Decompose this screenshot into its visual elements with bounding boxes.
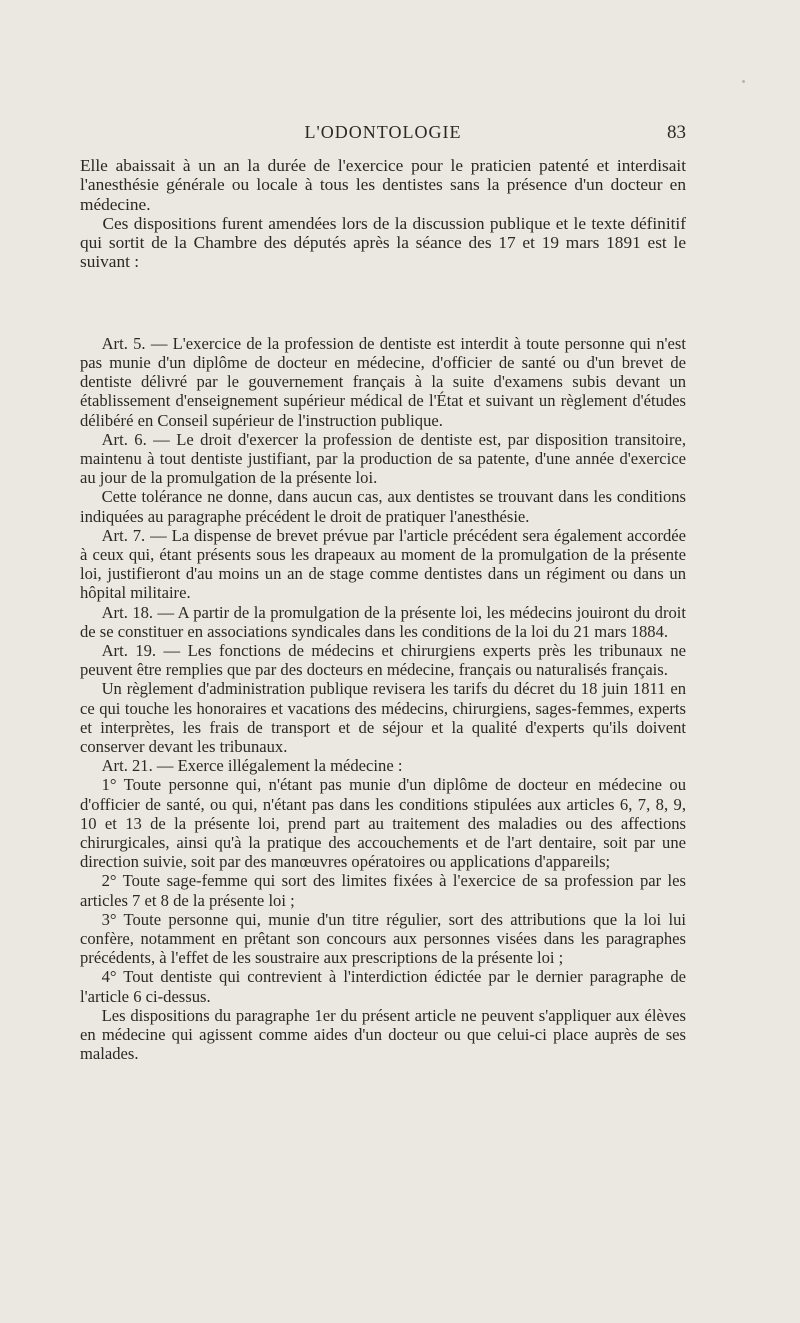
page-body [80, 156, 686, 1064]
article-paragraph: Art. 18. — A partir de la promulgation de la présente loi, les médecins jouiront du droit de se constituer en associations syndicales dans les conditions de la loi du 21 mars 1884. [80, 602, 686, 641]
article-paragraph: 2° Toute sage-femme qui sort des limites fixées à l'exercice de sa profession par les articles 7 et 8 de la présente loi ; [80, 871, 686, 910]
running-head: L'ODONTOLOGIE [304, 122, 462, 142]
page-number: 83 [667, 122, 686, 143]
article-paragraph: Art. 21. — Exerce illégalement la médecine : [101, 756, 403, 776]
article-paragraph: Art. 5. — L'exercice de la profession de dentiste est interdit à toute personne qui n'est pas munie d'un diplôme de docteur en médecine, d'officier de santé ou d'un brevet de dentiste délivré par le gouvernement français à la suite d'examens subis devant un établissement d'enseignement supérieur médical de l'État et suivant un règlement d'études délibéré en Conseil supérieur de l'instruction publique. [80, 333, 686, 430]
article-paragraph: Art. 6. — Le droit d'exercer la profession de dentiste est, par disposition transitoire, maintenu à tout dentiste justifiant, par la production de sa patente, d'une année d'exercice au jour de la promulgation de la présente loi. [80, 429, 686, 488]
article-paragraph: 3° Toute personne qui, munie d'un titre régulier, sort des attributions que la loi lui confère, notamment en prêtant son concours aux personnes visées dans les paragraphes précédents, à l'effet de les soustraire aux prescriptions de la présente loi ; [80, 909, 686, 968]
law-text [80, 334, 686, 1064]
section-gap [80, 272, 686, 334]
paper-speck [742, 80, 745, 83]
article-paragraph: Un règlement d'administration publique revisera les tarifs du décret du 18 juin 1811 en ce qui touche les honoraires et vacations des médecins, chirurgiens, sages-femmes, experts et interprètes, les frais de transport et de séjour et la qualité d'experts qu'ils doivent conserver devant les tribunaux. [80, 679, 686, 757]
paragraph: Elle abaissait à un an la durée de l'exercice pour le praticien patenté et interdisait l'anesthésie générale ou locale à tous les dentistes sans la présence d'un docteur en médecine. [80, 156, 686, 214]
paragraph: Ces dispositions furent amendées lors de la discussion publique et le texte définitif qui sortit de la Chambre des députés après la séance des 17 et 19 mars 1891 est le suivant : [80, 213, 686, 272]
article-paragraph: Les dispositions du paragraphe 1er du présent article ne peuvent s'appliquer aux élèves en médecine qui agissent comme aides d'un docteur ou que celui-ci place auprès de ses malades. [80, 1005, 686, 1064]
article-paragraph: 1° Toute personne qui, n'étant pas munie d'un diplôme de docteur en médecine ou d'officier de santé, ou qui, n'étant pas dans les conditions stipulées aux articles 6, 7, 8, 9, 10 et 13 de la présente loi, prend part au traitement des maladies ou des affections chirurgicales, ainsi qu'à la pratique des accouchements et de l'art dentaire, soit par une direction suivie, soit par des manœuvres opératoires ou applications d'appareils; [80, 775, 686, 872]
article-paragraph: Art. 19. — Les fonctions de médecins et chirurgiens experts près les tribunaux ne peuvent être remplies que par des docteurs en médecine, français ou naturalisés français. [80, 641, 686, 680]
page-header [80, 122, 686, 146]
article-paragraph: Art. 7. — La dispense de brevet prévue par l'article précédent sera également accordée à ceux qui, étant présents sous les drapeaux au moment de la promulgation de la présente loi, justifieront d'au moins un an de stage comme dentistes dans un régiment ou dans un hôpital militaire. [80, 525, 686, 603]
article-paragraph: 4° Tout dentiste qui contrevient à l'interdiction édictée par le dernier paragraphe de l'article 6 ci-dessus. [80, 967, 686, 1006]
article-paragraph: Cette tolérance ne donne, dans aucun cas, aux dentistes se trouvant dans les conditions indiquées au paragraphe précédent le droit de pratiquer l'anesthésie. [80, 487, 686, 526]
